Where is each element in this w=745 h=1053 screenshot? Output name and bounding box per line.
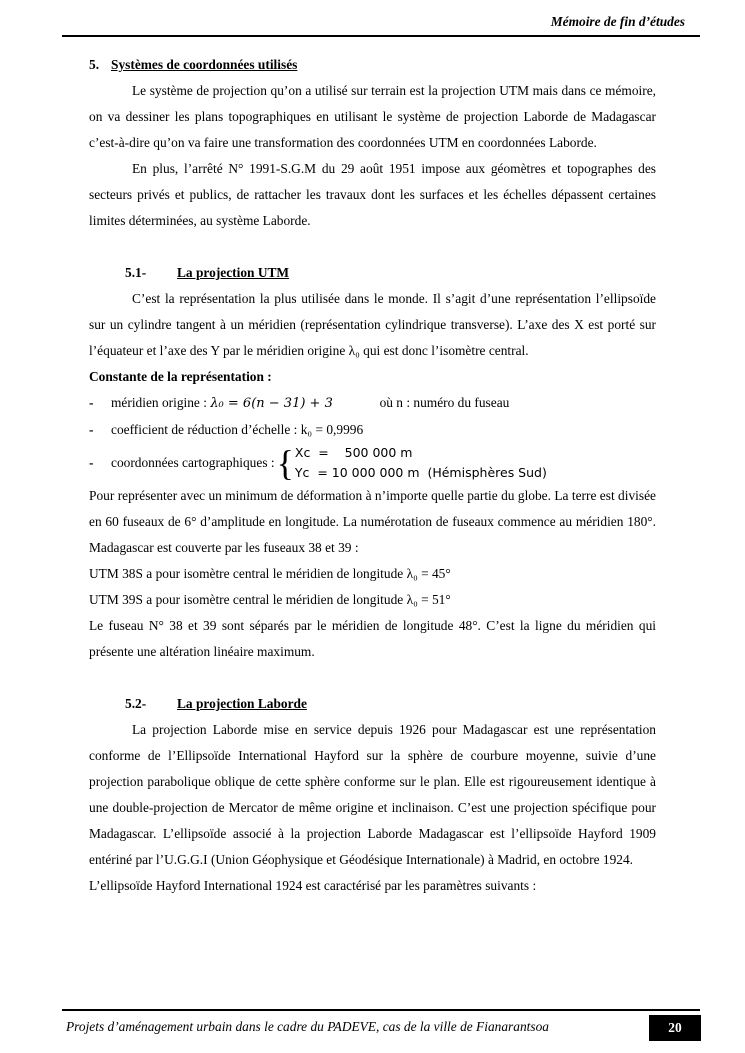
section-5-1-number: 5.1-	[125, 265, 147, 280]
coordinate-xc: Xᴄ = 500 000 m	[294, 445, 413, 460]
section-5-heading	[89, 52, 656, 78]
bullet-coordonnees	[89, 443, 656, 483]
running-footer: Projets d’aménagement urbain dans le cadre du PADEVE, cas de la ville de Fianarantsoa	[66, 1019, 549, 1034]
bullet-1-formula: λ₀ = 6(n − 31) + 3	[210, 396, 333, 411]
bullet-coefficient	[89, 417, 656, 443]
coordinate-yc: Yᴄ = 10 000 000 m (Hémisphères Sud)	[294, 465, 547, 480]
bullet-3-label: coordonnées cartographiques :	[111, 455, 275, 470]
bullet-dash: -	[89, 422, 94, 437]
section-5-2-paragraph-1: La projection Laborde mise en service depuis 1926 pour Madagascar est une représentation conforme de l’Ellipsoïde International Hayford sur la sphère de courbure moyenne, suivie d’une projection parabolique oblique de cette sphère conforme sur le plan. Elle est rigoureusement identique à une double-projection de Mercator de même origine et inclinaison. C’est une projection spécifique pour Madagascar. L’ellipsoïde associé à la projection Laborde Madagascar est l’ellipsoïde Hayford 1909 entériné par l’U.G.G.I (Union Géophysique et Géodésique Internationale) à Madrid, en octobre 1924.	[89, 722, 656, 867]
bullet-1-note: où n : numéro du fuseau	[379, 395, 510, 410]
bullet-dash: -	[89, 455, 94, 470]
running-header: Mémoire de fin d’études	[550, 14, 685, 29]
spacer	[89, 234, 656, 260]
left-brace: {	[276, 443, 294, 483]
section-5-1-paragraph-2: Pour représenter avec un minimum de déformation à n’importe quelle partie du globe. La terre est divisée en 60 fuseaux de 6° d’amplitude en longitude. La numérotation de fuseaux commence au méridien 180°. Madagascar est couverte par les fuseaux 38 et 39 :	[89, 488, 656, 555]
bullet-dash: -	[89, 395, 94, 410]
section-5-2-paragraph-2: L’ellipsoïde Hayford International 1924 est caractérisé par les paramètres suivants :	[89, 878, 537, 893]
section-5-1-paragraph-1: C’est la représentation la plus utilisée dans le monde. Il s’agit d’une représentation l’ellipsoïde sur un cylindre tangent à un méridien (représentation cylindrique transverse). L’axe des X est porté sur l’équateur et l’axe des Y par le méridien origine λ₀ qui est donc l’isomètre central.	[89, 291, 656, 358]
utm-38s-line: UTM 38S a pour isomètre central le méridien de longitude λ₀ = 45°	[89, 566, 451, 581]
section-5-paragraph-2: En plus, l’arrêté N° 1991-S.G.M du 29 août 1951 impose aux géomètres et topographes des secteurs privés et publics, de rattacher les travaux dont les surfaces et les échelles dépassent certaines limites déterminées, au système Laborde.	[89, 161, 656, 228]
section-5-number: 5.	[89, 57, 100, 72]
section-5-1-title: La projection UTM	[177, 265, 290, 280]
constants-heading: Constante de la représentation :	[89, 369, 272, 384]
section-5-1-paragraph-3: Le fuseau N° 38 et 39 sont séparés par le méridien de longitude 48°. C’est la ligne du méridien qui présente une altération linéaire maximum.	[89, 618, 656, 659]
section-5-1-heading	[125, 260, 656, 286]
header-rule	[62, 35, 700, 37]
utm-39s-line: UTM 39S a pour isomètre central le méridien de longitude λ₀ = 51°	[89, 592, 451, 607]
page-number: 20	[649, 1015, 701, 1041]
footer-rule	[62, 1009, 700, 1011]
page-body	[89, 52, 656, 899]
section-5-2-heading	[125, 691, 656, 717]
section-5-paragraph-1: Le système de projection qu’on a utilisé sur terrain est la projection UTM mais dans ce mémoire, on va dessiner les plans topographiques en utilisant le système de projection Laborde de Madagascar c’est-à-dire qu’on va faire une transformation des coordonnées UTM en coordonnées Laborde.	[89, 83, 656, 150]
section-5-title: Systèmes de coordonnées utilisés	[111, 57, 298, 72]
spacer	[89, 665, 656, 691]
section-5-2-number: 5.2-	[125, 696, 147, 711]
bullet-meridien-origine	[89, 390, 656, 417]
bullet-2-text: coefficient de réduction d’échelle : k₀ = 0,9996	[111, 422, 364, 437]
section-5-2-title: La projection Laborde	[177, 696, 307, 711]
bullet-1-label: méridien origine :	[111, 395, 207, 410]
coordinate-values	[295, 443, 547, 483]
